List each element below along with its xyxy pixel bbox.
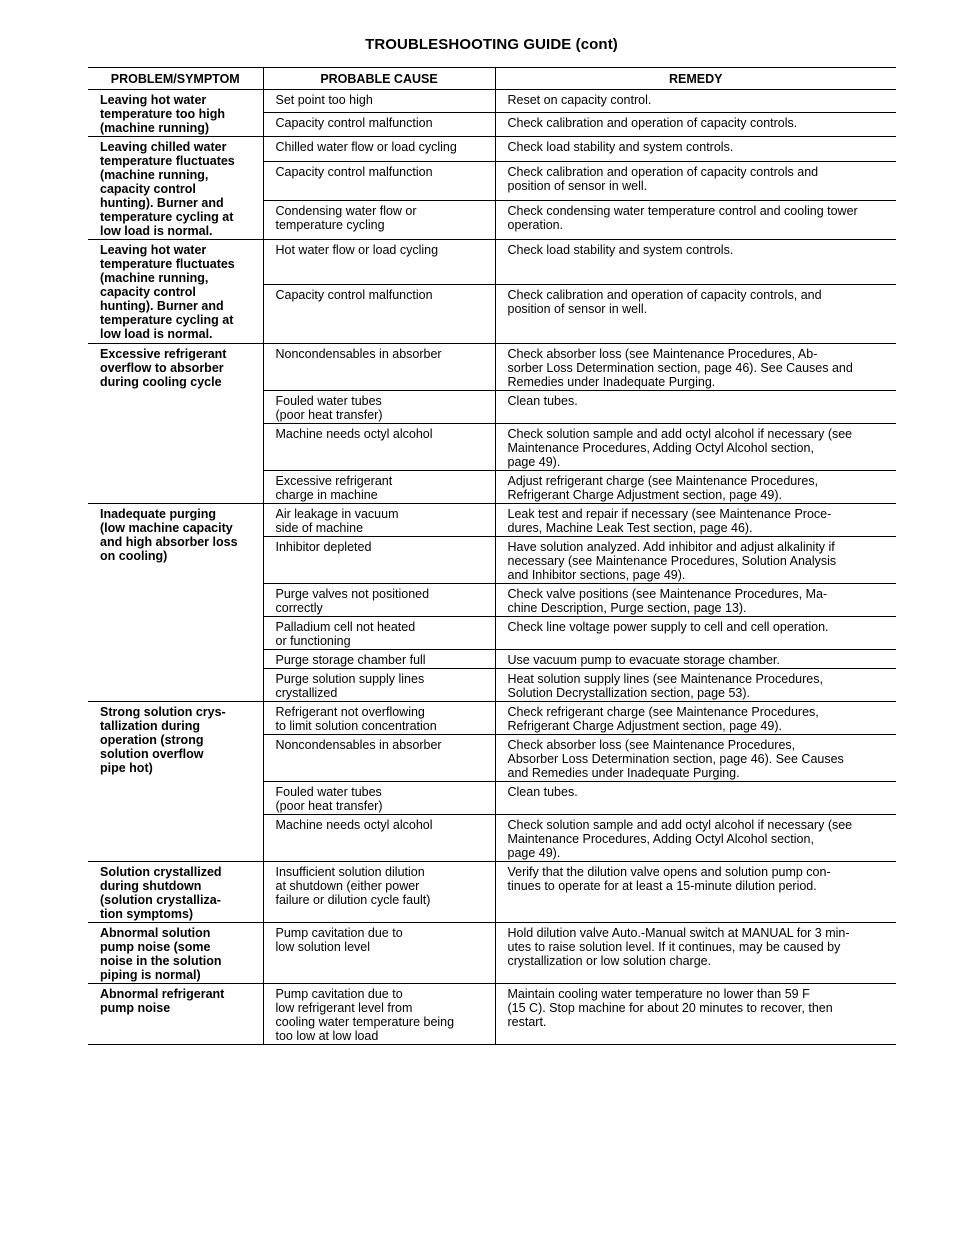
- cell-line: and high absorber loss: [100, 535, 238, 549]
- cell-line: temperature too high: [100, 107, 226, 121]
- header-problem: PROBLEM/SYMPTOM: [88, 68, 263, 90]
- problem-cell: [88, 90, 263, 137]
- cell-line: Capacity control malfunction: [275, 116, 433, 130]
- cell-line: pipe hot): [100, 761, 153, 775]
- remedy-cell: [495, 424, 896, 471]
- cell-line: Verify that the dilution valve opens and solution pump con-: [507, 865, 831, 879]
- cell-line: (machine running): [100, 121, 210, 135]
- cell-line: Inadequate purging: [100, 507, 216, 521]
- cell-line: Have solution analyzed. Add inhibitor and adjust alkalinity if: [507, 540, 835, 554]
- remedy-cell: [495, 617, 896, 650]
- cell-line: operation (strong: [100, 733, 204, 747]
- cell-line: temperature cycling: [275, 218, 385, 232]
- cell-line: Purge solution supply lines: [275, 672, 425, 686]
- cause-cell: [263, 240, 495, 285]
- cell-line: position of sensor in well.: [507, 179, 648, 193]
- cell-line: Strong solution crys-: [100, 705, 226, 719]
- cell-line: (poor heat transfer): [275, 799, 383, 813]
- cell-line: Fouled water tubes: [275, 394, 382, 408]
- remedy-cell: [495, 984, 896, 1045]
- cause-cell: [263, 537, 495, 584]
- cell-line: to limit solution concentration: [275, 719, 437, 733]
- cause-cell: [263, 137, 495, 162]
- cell-line: Refrigerant Charge Adjustment section, page 49).: [507, 488, 782, 502]
- cell-line: Refrigerant Charge Adjustment section, page 49).: [507, 719, 782, 733]
- remedy-cell: [495, 584, 896, 617]
- cell-line: and Inhibitor sections, page 49).: [507, 568, 686, 582]
- cell-line: (15 C). Stop machine for about 20 minutes to recover, then: [507, 1001, 833, 1015]
- cell-line: (low machine capacity: [100, 521, 233, 535]
- cell-line: Clean tubes.: [507, 394, 578, 408]
- cell-line: Pump cavitation due to: [275, 926, 403, 940]
- cell-line: Clean tubes.: [507, 785, 578, 799]
- cell-line: Remedies under Inadequate Purging.: [507, 375, 716, 389]
- cell-line: on cooling): [100, 549, 168, 563]
- cell-line: tinues to operate for at least a 15-minute dilution period.: [507, 879, 817, 893]
- troubleshooting-table: [88, 67, 896, 1045]
- cell-line: Condensing water flow or: [275, 204, 417, 218]
- cell-line: Excessive refrigerant: [275, 474, 393, 488]
- cell-line: temperature fluctuates: [100, 154, 235, 168]
- cell-line: low solution level: [275, 940, 370, 954]
- problem-cell: [88, 344, 263, 504]
- cell-line: Check calibration and operation of capacity controls, and: [507, 288, 822, 302]
- cell-line: solution overflow: [100, 747, 204, 761]
- cell-line: noise in the solution: [100, 954, 222, 968]
- cell-line: page 49).: [507, 846, 561, 860]
- table-row: [88, 702, 896, 735]
- cell-line: (solution crystalliza-: [100, 893, 221, 907]
- table-row: [88, 240, 896, 285]
- problem-cell: [88, 240, 263, 344]
- cell-line: and Remedies under Inadequate Purging.: [507, 766, 740, 780]
- cell-line: Machine needs octyl alcohol: [275, 427, 433, 441]
- problem-cell: [88, 862, 263, 923]
- header-remedy: REMEDY: [495, 68, 896, 90]
- cell-line: Check refrigerant charge (see Maintenance Procedures,: [507, 705, 819, 719]
- cause-cell: [263, 650, 495, 669]
- cell-line: pump noise (some: [100, 940, 211, 954]
- cell-line: Solution Decrystallization section, page 53).: [507, 686, 750, 700]
- cell-line: Check valve positions (see Maintenance Procedures, Ma-: [507, 587, 828, 601]
- cell-line: Machine needs octyl alcohol: [275, 818, 433, 832]
- cause-cell: [263, 113, 495, 137]
- cell-line: Maintain cooling water temperature no lower than 59 F: [507, 987, 810, 1001]
- cell-line: piping is normal): [100, 968, 201, 982]
- cell-line: Check calibration and operation of capacity controls and: [507, 165, 819, 179]
- remedy-cell: [495, 90, 896, 113]
- header-cause: PROBABLE CAUSE: [263, 68, 495, 90]
- cell-line: Insufficient solution dilution: [275, 865, 425, 879]
- table-body: [88, 90, 896, 1045]
- cell-line: hunting). Burner and: [100, 196, 224, 210]
- cell-line: Leaving hot water: [100, 243, 207, 257]
- cell-line: Purge storage chamber full: [275, 653, 426, 667]
- cause-cell: [263, 391, 495, 424]
- cell-line: Maintenance Procedures, Adding Octyl Alcohol section,: [507, 441, 814, 455]
- cell-line: Palladium cell not heated: [275, 620, 416, 634]
- cell-line: low load is normal.: [100, 224, 213, 238]
- cause-cell: [263, 815, 495, 862]
- remedy-cell: [495, 862, 896, 923]
- cause-cell: [263, 782, 495, 815]
- cell-line: capacity control: [100, 285, 196, 299]
- cause-cell: [263, 984, 495, 1045]
- cell-line: at shutdown (either power: [275, 879, 420, 893]
- cell-line: (poor heat transfer): [275, 408, 383, 422]
- problem-cell: [88, 702, 263, 862]
- cell-line: Capacity control malfunction: [275, 165, 433, 179]
- cell-line: Check absorber loss (see Maintenance Procedures,: [507, 738, 796, 752]
- remedy-cell: [495, 391, 896, 424]
- cell-line: Noncondensables in absorber: [275, 738, 442, 752]
- cell-line: low refrigerant level from: [275, 1001, 413, 1015]
- remedy-cell: [495, 782, 896, 815]
- remedy-cell: [495, 240, 896, 285]
- cause-cell: [263, 424, 495, 471]
- cell-line: Leaving hot water: [100, 93, 207, 107]
- cell-line: Hot water flow or load cycling: [275, 243, 439, 257]
- cell-line: Check line voltage power supply to cell and cell operation.: [507, 620, 829, 634]
- cause-cell: [263, 504, 495, 537]
- cell-line: capacity control: [100, 182, 196, 196]
- remedy-cell: [495, 344, 896, 391]
- remedy-cell: [495, 815, 896, 862]
- problem-cell: [88, 984, 263, 1045]
- remedy-cell: [495, 162, 896, 201]
- cause-cell: [263, 617, 495, 650]
- cell-line: Check solution sample and add octyl alcohol if necessary (see: [507, 427, 853, 441]
- cell-line: Adjust refrigerant charge (see Maintenance Procedures,: [507, 474, 819, 488]
- cell-line: Check condensing water temperature control and cooling tower: [507, 204, 858, 218]
- cause-cell: [263, 344, 495, 391]
- cell-line: crystallized: [275, 686, 338, 700]
- remedy-cell: [495, 504, 896, 537]
- remedy-cell: [495, 669, 896, 702]
- remedy-cell: [495, 285, 896, 344]
- cell-line: Leak test and repair if necessary (see Maintenance Proce-: [507, 507, 832, 521]
- cause-cell: [263, 162, 495, 201]
- cell-line: pump noise: [100, 1001, 171, 1015]
- table-row: [88, 504, 896, 537]
- page-title: TROUBLESHOOTING GUIDE (cont): [365, 36, 618, 53]
- cell-line: utes to raise solution level. If it continues, may be caused by: [507, 940, 841, 954]
- cell-line: chine Description, Purge section, page 13).: [507, 601, 747, 615]
- cause-cell: [263, 862, 495, 923]
- cell-line: necessary (see Maintenance Procedures, Solution Analysis: [507, 554, 837, 568]
- remedy-cell: [495, 735, 896, 782]
- cause-cell: [263, 669, 495, 702]
- cell-line: Check solution sample and add octyl alcohol if necessary (see: [507, 818, 853, 832]
- cell-line: page 49).: [507, 455, 561, 469]
- remedy-cell: [495, 650, 896, 669]
- cell-line: Set point too high: [275, 93, 373, 107]
- cell-line: or functioning: [275, 634, 351, 648]
- cell-line: correctly: [275, 601, 323, 615]
- cell-line: operation.: [507, 218, 564, 232]
- cell-line: low load is normal.: [100, 327, 213, 341]
- cell-line: (machine running,: [100, 271, 209, 285]
- cell-line: crystallization or low solution charge.: [507, 954, 712, 968]
- remedy-cell: [495, 537, 896, 584]
- problem-cell: [88, 137, 263, 240]
- cell-line: Capacity control malfunction: [275, 288, 433, 302]
- cell-line: tallization during: [100, 719, 200, 733]
- cell-line: overflow to absorber: [100, 361, 224, 375]
- cell-line: cooling water temperature being: [275, 1015, 455, 1029]
- cell-line: sorber Loss Determination section, page 46). See Causes and: [507, 361, 853, 375]
- cell-line: Inhibitor depleted: [275, 540, 372, 554]
- remedy-cell: [495, 201, 896, 240]
- cell-line: Chilled water flow or load cycling: [275, 140, 457, 154]
- cell-line: Use vacuum pump to evacuate storage chamber.: [507, 653, 780, 667]
- cell-line: dures, Machine Leak Test section, page 46).: [507, 521, 753, 535]
- cell-line: Check load stability and system controls.: [507, 140, 734, 154]
- cell-line: Refrigerant not overflowing: [275, 705, 425, 719]
- cell-line: Air leakage in vacuum: [275, 507, 399, 521]
- cell-line: Check calibration and operation of capacity controls.: [507, 116, 798, 130]
- cell-line: temperature fluctuates: [100, 257, 235, 271]
- table-row: [88, 923, 896, 984]
- cell-line: Absorber Loss Determination section, page 46). See Causes: [507, 752, 844, 766]
- remedy-cell: [495, 471, 896, 504]
- cell-line: Pump cavitation due to: [275, 987, 403, 1001]
- cell-line: Check absorber loss (see Maintenance Procedures, Ab-: [507, 347, 818, 361]
- cell-line: Heat solution supply lines (see Maintenance Procedures,: [507, 672, 823, 686]
- cause-cell: [263, 735, 495, 782]
- cell-line: Maintenance Procedures, Adding Octyl Alcohol section,: [507, 832, 814, 846]
- header-row: [88, 68, 896, 90]
- cell-line: restart.: [507, 1015, 547, 1029]
- cell-line: tion symptoms): [100, 907, 194, 921]
- cell-line: failure or dilution cycle fault): [275, 893, 431, 907]
- cell-line: during shutdown: [100, 879, 202, 893]
- cell-line: Hold dilution valve Auto.-Manual switch at MANUAL for 3 min-: [507, 926, 850, 940]
- cell-line: Reset on capacity control.: [507, 93, 652, 107]
- cell-line: charge in machine: [275, 488, 378, 502]
- cell-line: Fouled water tubes: [275, 785, 382, 799]
- cause-cell: [263, 285, 495, 344]
- cell-line: Abnormal solution: [100, 926, 211, 940]
- cell-line: during cooling cycle: [100, 375, 222, 389]
- cell-line: Leaving chilled water: [100, 140, 227, 154]
- problem-cell: [88, 923, 263, 984]
- cause-cell: [263, 471, 495, 504]
- cell-line: position of sensor in well.: [507, 302, 648, 316]
- remedy-cell: [495, 113, 896, 137]
- cell-line: too low at low load: [275, 1029, 379, 1043]
- table-row: [88, 137, 896, 162]
- cell-line: side of machine: [275, 521, 364, 535]
- cause-cell: [263, 923, 495, 984]
- remedy-cell: [495, 702, 896, 735]
- table-row: [88, 862, 896, 923]
- cell-line: Solution crystallized: [100, 865, 222, 879]
- remedy-cell: [495, 923, 896, 984]
- remedy-cell: [495, 137, 896, 162]
- cause-cell: [263, 702, 495, 735]
- table-row: [88, 90, 896, 113]
- cause-cell: [263, 584, 495, 617]
- table-row: [88, 344, 896, 391]
- cell-line: Abnormal refrigerant: [100, 987, 225, 1001]
- cell-line: hunting). Burner and: [100, 299, 224, 313]
- cause-cell: [263, 201, 495, 240]
- cell-line: Excessive refrigerant: [100, 347, 227, 361]
- cause-cell: [263, 90, 495, 113]
- cell-line: Check load stability and system controls.: [507, 243, 734, 257]
- table-row: [88, 984, 896, 1045]
- cell-line: Purge valves not positioned: [275, 587, 430, 601]
- cell-line: temperature cycling at: [100, 210, 234, 224]
- cell-line: Noncondensables in absorber: [275, 347, 442, 361]
- problem-cell: [88, 504, 263, 702]
- cell-line: (machine running,: [100, 168, 209, 182]
- cell-line: temperature cycling at: [100, 313, 234, 327]
